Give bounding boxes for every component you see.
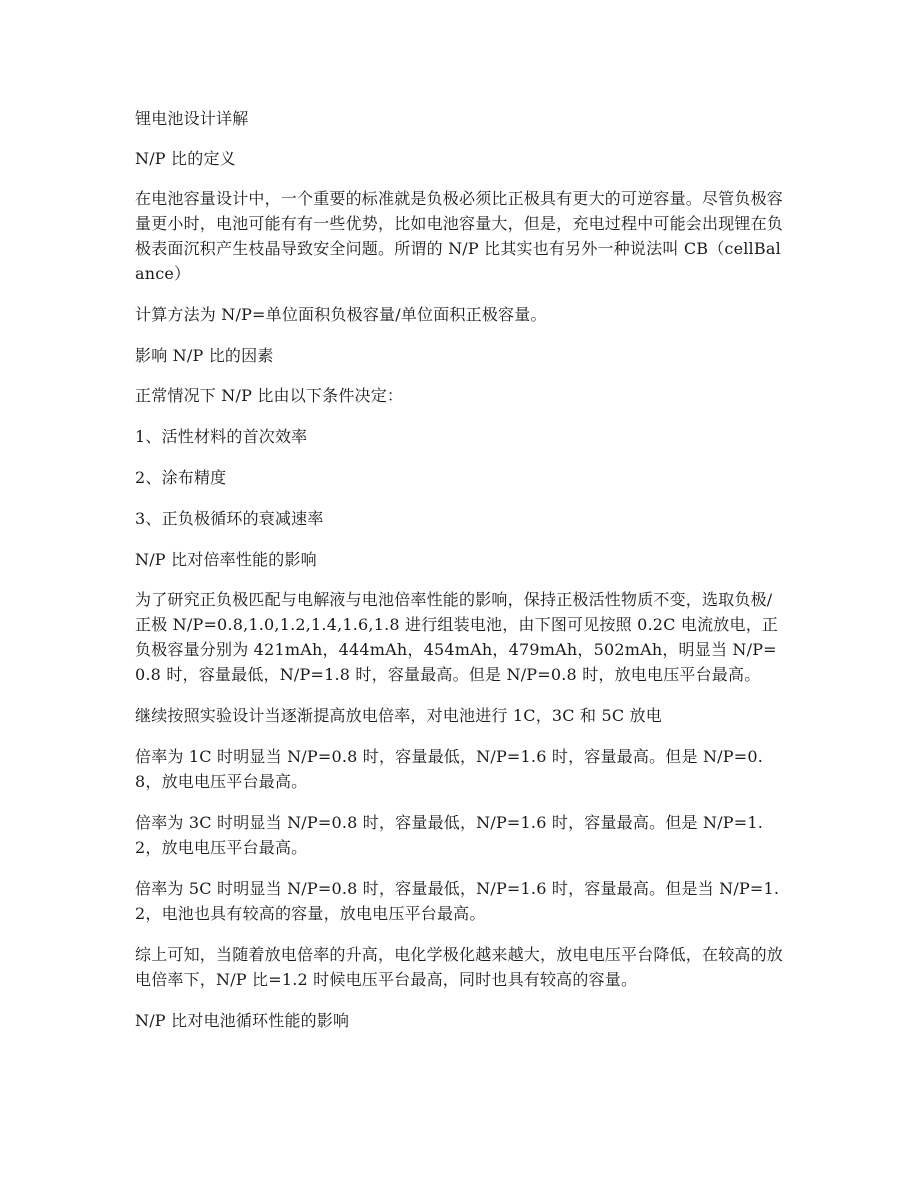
- paragraph-rate-continue: 继续按照实验设计当逐渐提高放电倍率，对电池进行 1C，3C 和 5C 放电: [135, 706, 663, 725]
- document-title: 锂电池设计详解: [135, 109, 249, 128]
- paragraph-rate-summary: 综上可知，当随着放电倍率的升高，电化学极化越来越大，放电电压平台降低，在较高的放电倍率下，N/P 比=1.2 时候电压平台最高，同时也具有较高的容量。: [135, 945, 784, 989]
- paragraph-rate-5c: 倍率为 5C 时明显当 N/P=0.8 时，容量最低，N/P=1.6 时，容量最高。但是当 N/P=1.2，电池也具有较高的容量，放电电压平台最高。: [135, 879, 780, 923]
- list-item-first-efficiency: 1、活性材料的首次效率: [135, 427, 308, 446]
- paragraph-factors-intro: 正常情况下 N/P 比由以下条件决定：: [135, 386, 404, 405]
- document-body: [135, 106, 787, 1048]
- paragraph-np-definition: 在电池容量设计中，一个重要的标准就是负极必须比正极具有更大的可逆容量。尽管负极容量更小时，电池可能有有一些优势，比如电池容量大，但是，充电过程中可能会出现锂在负极表面沉积产生枝晶导致安全问题。所谓的 N/P 比其实也有另外一种说法叫 CB（cellBalance）: [135, 189, 784, 283]
- list-item-decay-rate: 3、正负极循环的衰减速率: [135, 509, 324, 528]
- section-heading-np-definition: N/P 比的定义: [135, 149, 236, 168]
- paragraph-rate-experiment: 为了研究正负极匹配与电解液与电池倍率性能的影响，保持正极活性物质不变，选取负极/正极 N/P=0.8,1.0,1.2,1.4,1.6,1.8 进行组装电池，由下图可见按照 0.2C 电流放电，正负极容量分别为 421mAh，444mAh，454mAh，479mAh，502mAh，明显当 N/P=0.8 时，容量最低，N/P=1.8 时，容量最高。但是 N/P=0.8 时，放电电压平台最高。: [135, 590, 779, 684]
- section-heading-rate-performance: N/P 比对倍率性能的影响: [135, 550, 317, 569]
- paragraph-rate-3c: 倍率为 3C 时明显当 N/P=0.8 时，容量最低，N/P=1.6 时，容量最高。但是 N/P=1.2，放电电压平台最高。: [135, 813, 763, 857]
- section-heading-cycle-performance: N/P 比对电池循环性能的影响: [135, 1011, 350, 1030]
- list-item-coating-precision: 2、涂布精度: [135, 468, 227, 487]
- paragraph-rate-1c: 倍率为 1C 时明显当 N/P=0.8 时，容量最低，N/P=1.6 时，容量最高。但是 N/P=0.8，放电电压平台最高。: [135, 747, 763, 791]
- paragraph-calculation-method: 计算方法为 N/P=单位面积负极容量/单位面积正极容量。: [135, 305, 547, 324]
- section-heading-np-factors: 影响 N/P 比的因素: [135, 346, 274, 365]
